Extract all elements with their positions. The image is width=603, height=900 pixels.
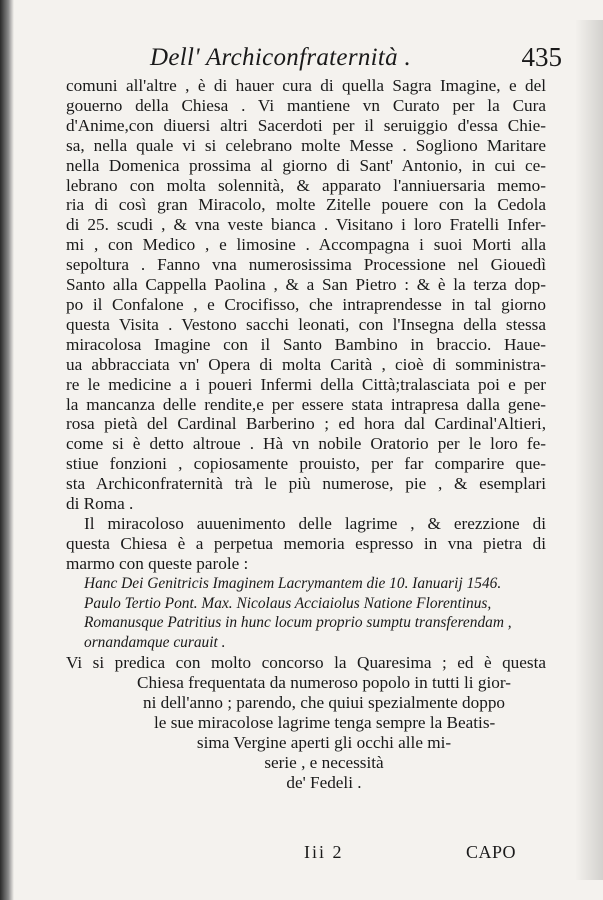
text-line: comuni all'altre , è di hauer cura di quella Sagra Imagine, e del xyxy=(66,76,546,95)
text-line: ni dell'anno ; parendo, che quiui spezialmente doppo xyxy=(142,693,506,713)
page-number: 435 xyxy=(521,42,562,72)
latin-inscription xyxy=(66,574,546,654)
page-body xyxy=(66,76,546,793)
text-line: di 25. scudi , & vna veste bianca . Visitano i loro Fratelli Infer- xyxy=(66,215,546,235)
text-line: serie , e necessità xyxy=(264,752,384,772)
text-line: de' Fedeli . xyxy=(286,772,362,792)
catchword: CAPO xyxy=(466,842,517,862)
text-line: come si è detto altroue . Hà vn nobile Oratorio per le loro fe- xyxy=(66,434,546,454)
text-line: di Roma . xyxy=(66,494,134,514)
text-line: Paulo Tertio Pont. Max. Nicolaus Acciaiolus Natione Florentinus, xyxy=(84,594,492,612)
page-edge-shadow xyxy=(575,20,603,880)
text-line: lebrano con molta solennità, & apparato l'anniuersaria memo- xyxy=(66,175,546,195)
text-line: Romanusque Patritius in hunc locum proprio sumptu transferendam , xyxy=(84,614,512,632)
text-line: sima Vergine aperti gli occhi alle mi- xyxy=(196,732,452,752)
page-spine-shadow xyxy=(0,0,14,900)
text-line: sa, nella quale vi si celebrano molte Messe . Sogliono Maritare xyxy=(66,135,546,155)
text-line: rosa pietà del Cardinal Barberino ; ed hora dal Cardinal'Altieri, xyxy=(66,414,546,434)
text-line: Vi si predica con molto concorso la Quaresima ; ed è questa xyxy=(66,653,546,673)
text-line: ua abbracciata vn' Opera di molta Carità , cioè di somministra- xyxy=(66,354,546,374)
paragraph-3 xyxy=(66,653,546,792)
text-line: questa Chiesa è a perpetua memoria espresso in vna pietra di xyxy=(66,533,546,553)
running-title: Dell' Archiconfraternità . xyxy=(150,44,412,71)
text-line: ria di così gran Miracolo, molte Zitelle pouere con la Cedola xyxy=(66,195,546,215)
text-line: nella Domenica prossima al giorno di Sant' Antonio, in cui ce- xyxy=(66,155,546,175)
text-line: d'Anime,con diuersi altri Sacerdoti per il seruiggio d'essa Chie- xyxy=(66,115,546,135)
text-line: Santo alla Cappella Paolina , & a San Pietro : & è la terza dop- xyxy=(66,275,546,295)
signature-mark: Iii 2 xyxy=(304,842,344,862)
page-footer xyxy=(0,842,603,872)
text-line: sepoltura . Fanno vna numerosissima Processione nel Giouedì xyxy=(66,255,546,275)
text-line: stiue fonzioni , copiosamente prouisto, per far comparire que- xyxy=(66,454,546,474)
text-line: questa Visita . Vestono sacchi leonati, con l'Insegna della stessa xyxy=(66,314,546,334)
text-line: miracolosa Imagine con il Santo Bambino in braccio. Haue- xyxy=(66,334,546,354)
text-line: ornandamque curauit . xyxy=(84,634,226,652)
text-line: po il Confalone , e Crocifisso, che intraprendesse in tal giorno xyxy=(66,294,546,314)
text-line: Chiesa frequentata da numeroso popolo in tutti li gior- xyxy=(137,673,511,693)
text-line: gouerno della Chiesa . Vi mantiene vn Curato per la Cura xyxy=(66,95,546,115)
text-line: sta Archiconfraternità trà le più numerose, pie , & esemplari xyxy=(66,474,546,494)
text-line: mi , con Medico , e limosine . Accompagna i suoi Morti alla xyxy=(66,235,546,255)
text-line: le sue miracolose lagrime tenga sempre la Beatis- xyxy=(154,713,496,732)
text-line: Hanc Dei Genitricis Imaginem Lacrymantem die 10. Ianuarij 1546. xyxy=(84,574,502,592)
text-line: re le medicine a i poueri Infermi della Città;tralasciata poi e per xyxy=(66,374,546,394)
text-line: Il miracoloso auuenimento delle lagrime , & erezzione di xyxy=(84,513,546,533)
text-line: la mancanza delle rendite,e per essere stata intrapresa dalla gene- xyxy=(66,394,546,414)
text-line: marmo con queste parole : xyxy=(66,553,249,573)
paragraph-1 xyxy=(66,76,546,514)
paragraph-2 xyxy=(66,514,546,574)
page-header xyxy=(132,42,562,78)
